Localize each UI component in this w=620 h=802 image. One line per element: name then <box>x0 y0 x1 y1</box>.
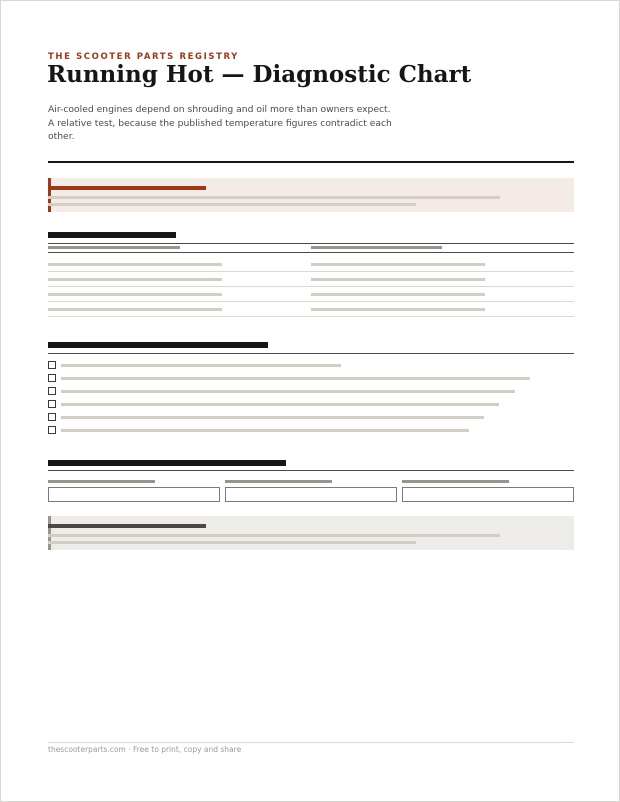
checklist-checkbox[interactable] <box>48 374 56 382</box>
table-header-cell <box>311 246 442 249</box>
checklist-item <box>61 416 484 419</box>
note-callout-line <box>48 534 500 537</box>
checklist-item <box>61 429 469 432</box>
warning-callout-heading <box>48 186 206 190</box>
checklist-checkbox[interactable] <box>48 400 56 408</box>
field-label <box>48 480 155 483</box>
checklist-section-heading <box>48 342 268 348</box>
table-cell <box>311 263 485 266</box>
table-cell <box>311 278 485 281</box>
record-field[interactable] <box>402 487 574 502</box>
warning-callout-line <box>48 203 416 206</box>
checklist-item <box>61 390 515 393</box>
record-rule <box>48 470 574 471</box>
note-callout-bar <box>48 516 51 550</box>
note-callout-line <box>48 541 416 544</box>
table-header-cell <box>48 246 180 249</box>
checklist-checkbox[interactable] <box>48 387 56 395</box>
table-header-rule <box>48 252 574 253</box>
checklist-checkbox[interactable] <box>48 361 56 369</box>
warning-callout-line <box>48 196 500 199</box>
note-callout-heading <box>48 524 206 528</box>
table-cell <box>48 278 222 281</box>
intro-paragraph: Air-cooled engines depend on shrouding and oil more than owners expect. A relative test, because the published temperature figures contradict each other. <box>48 104 392 142</box>
field-label <box>225 480 332 483</box>
note-callout <box>48 516 574 550</box>
table-cell <box>311 308 485 311</box>
table-row-rule <box>48 286 574 287</box>
table-row-rule <box>48 301 574 302</box>
record-section-heading <box>48 460 286 466</box>
table-row-rule <box>48 316 574 317</box>
checklist-checkbox[interactable] <box>48 426 56 434</box>
table-cell <box>48 308 222 311</box>
record-field[interactable] <box>225 487 397 502</box>
field-label <box>402 480 509 483</box>
footer-text: thescooterparts.com · Free to print, copy and share <box>48 745 242 754</box>
checklist-checkbox[interactable] <box>48 413 56 421</box>
publisher-kicker: THE SCOOTER PARTS REGISTRY <box>48 52 239 62</box>
checklist-item <box>61 377 530 380</box>
table-cell <box>48 263 222 266</box>
record-field[interactable] <box>48 487 220 502</box>
footer-divider <box>48 742 574 743</box>
table-cell <box>48 293 222 296</box>
table-top-rule <box>48 243 574 244</box>
page-title: Running Hot — Diagnostic Chart <box>47 61 472 88</box>
warning-callout <box>48 178 574 212</box>
table-cell <box>311 293 485 296</box>
checklist-rule <box>48 353 574 354</box>
header-divider <box>48 161 574 163</box>
table-row-rule <box>48 271 574 272</box>
table-section-heading <box>48 232 176 238</box>
checklist-item <box>61 364 341 367</box>
checklist-item <box>61 403 499 406</box>
warning-callout-bar <box>48 178 51 212</box>
